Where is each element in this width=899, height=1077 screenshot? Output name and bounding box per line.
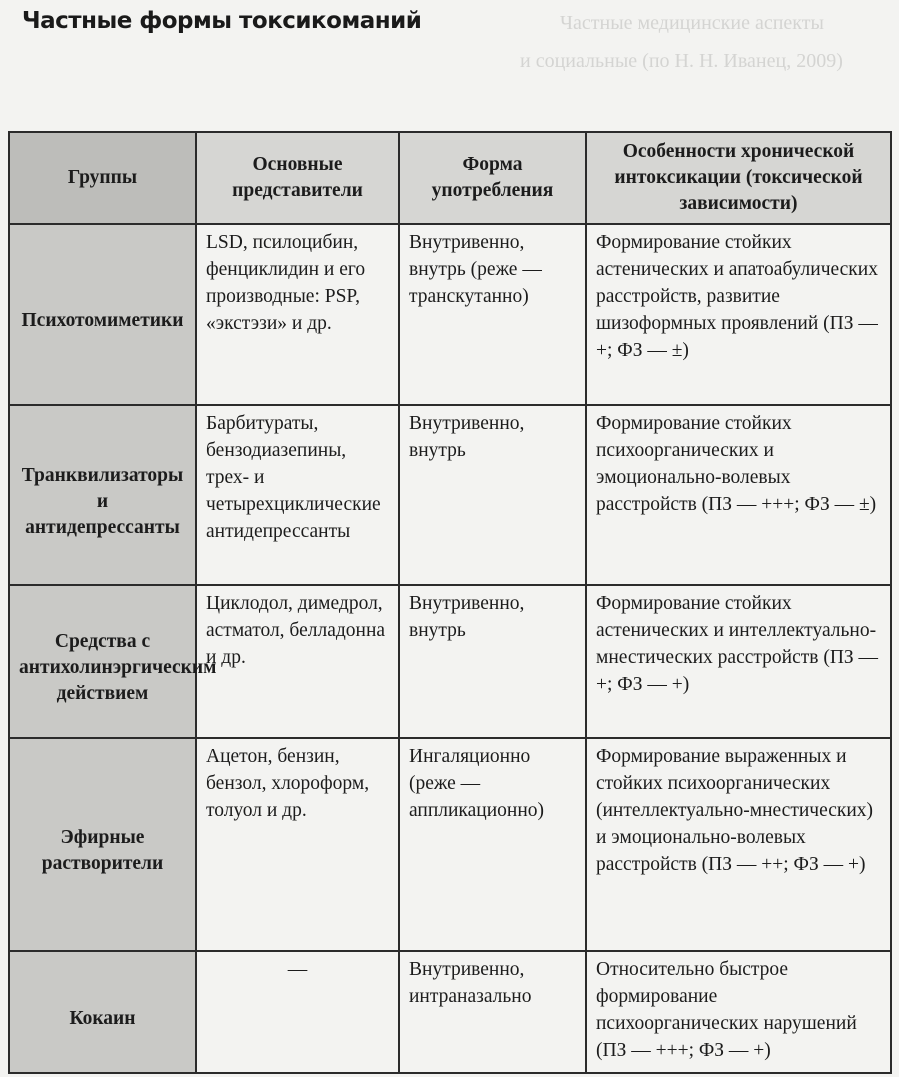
cell-group: Эфирные растворители xyxy=(9,738,196,951)
cell-form: Внутривенно, интраназально xyxy=(399,951,586,1073)
header-group: Группы xyxy=(9,132,196,224)
cell-features: Относительно быстрое формирование психоорганических нарушений (ПЗ — +++; ФЗ — +) xyxy=(586,951,891,1073)
cell-features: Формирование стойких астенических и апатоабулических расстройств, развитие шизоформных проявлений (ПЗ — +; ФЗ — ±) xyxy=(586,224,891,405)
cell-representatives: LSD, псилоцибин, фенциклидин и его производные: PSP, «экстэзи» и др. xyxy=(196,224,399,405)
cell-representatives: Барбитураты, бензодиазепины, трех- и четырехциклические антидепрессанты xyxy=(196,405,399,585)
cell-group: Средства с антихолинэргическим действием xyxy=(9,585,196,738)
cell-features: Формирование стойких психоорганических и эмоционально-волевых расстройств (ПЗ — +++; ФЗ — ±) xyxy=(586,405,891,585)
bleed-through-text-2: и социальные (по Н. Н. Иванец, 2009) xyxy=(520,50,843,72)
cell-group: Кокаин xyxy=(9,951,196,1073)
cell-group: Транквилизаторы и антидепрессанты xyxy=(9,405,196,585)
cell-representatives: — xyxy=(196,951,399,1073)
table-row xyxy=(9,405,891,585)
table-row xyxy=(9,738,891,951)
table-row xyxy=(9,224,891,405)
cell-representatives: Ацетон, бензин, бензол, хлороформ, толуол и др. xyxy=(196,738,399,951)
table-row xyxy=(9,585,891,738)
bleed-through-text-1: Частные медицинские аспекты xyxy=(560,12,824,34)
header-features: Особенности хронической интоксикации (токсической зависимости) xyxy=(586,132,891,224)
cell-form: Внутривенно, внутрь xyxy=(399,585,586,738)
header-form: Форма употребления xyxy=(399,132,586,224)
table-header-row xyxy=(9,132,891,224)
page-title: Частные формы токсикоманий xyxy=(22,8,422,34)
cell-representatives: Циклодол, димедрол, астматол, белладонна и др. xyxy=(196,585,399,738)
cell-form: Ингаляционно (реже — аппликационно) xyxy=(399,738,586,951)
cell-form: Внутривенно, внутрь (реже — транскутанно) xyxy=(399,224,586,405)
cell-group: Психотомиметики xyxy=(9,224,196,405)
cell-features: Формирование стойких астенических и интеллектуально-мнестических расстройств (ПЗ — +; ФЗ — +) xyxy=(586,585,891,738)
cell-form: Внутривенно, внутрь xyxy=(399,405,586,585)
cell-features: Формирование выраженных и стойких психоорганических (интеллектуально-мнестических) и эмоционально-волевых расстройств (ПЗ — ++; ФЗ — +) xyxy=(586,738,891,951)
toxicomania-table xyxy=(8,131,892,1074)
header-representatives: Основные представители xyxy=(196,132,399,224)
table-row xyxy=(9,951,891,1073)
